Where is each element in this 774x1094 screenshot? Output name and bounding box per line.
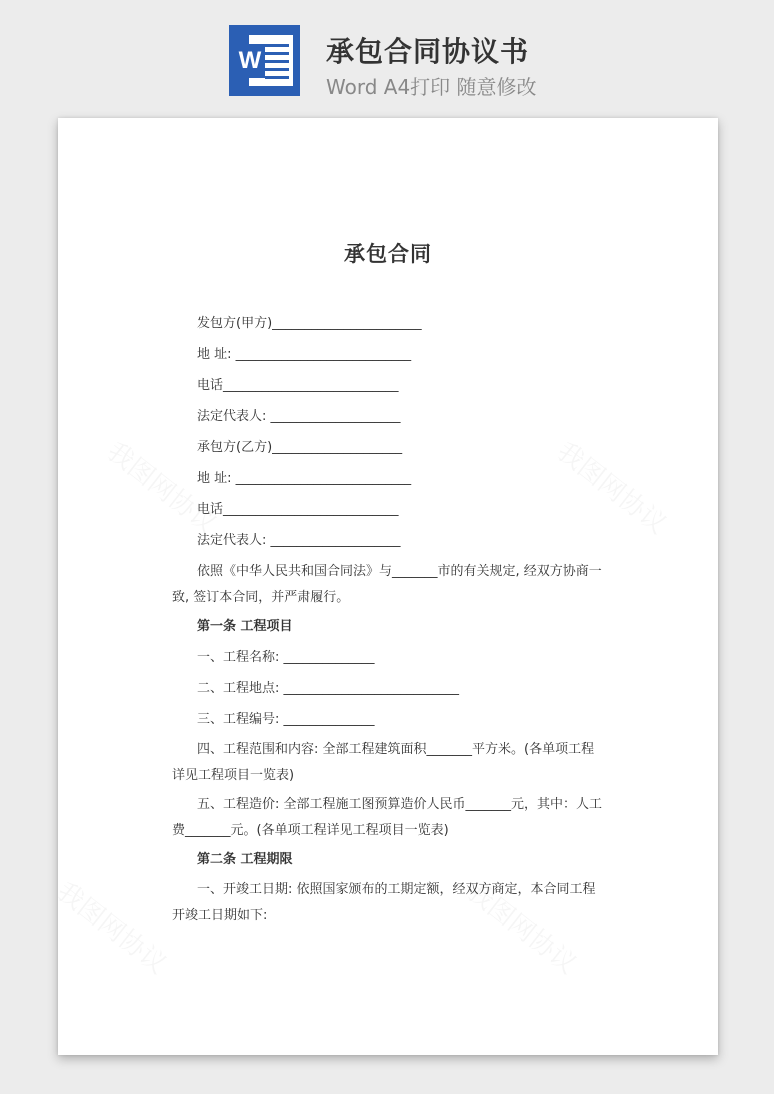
party-a-phone: 电话___________________________ [197,378,399,393]
party-a-address: 地 址: ___________________________ [197,347,412,362]
header-title: 承包合同协议书 [326,35,530,68]
article-2-heading: 第二条 工程期限 [197,852,293,867]
header-subtitle: Word A4打印 随意修改 [326,75,537,99]
header [0,0,774,110]
party-a-name: 发包方(甲方)_______________________ [197,316,422,331]
party-a-representative: 法定代表人: ____________________ [197,409,401,424]
article-1-scope: 四、工程范围和内容: 全部工程建筑面积_______平方米。(各单项工程详见工程项目一览表) [172,742,595,783]
party-b-address: 地 址: ___________________________ [197,471,412,486]
preamble-paragraph: 依照《中华人民共和国合同法》与_______市的有关规定, 经双方协商一致, 签订本合同，并严肃履行。 [172,564,602,605]
watermark [58,872,176,981]
article-1-cost: 五、工程造价: 全部工程施工图预算造价人民币_______元，其中：人工费_______元。(各单项工程详见工程项目一览表) [172,797,603,838]
document-title: 承包合同 [344,242,432,266]
document-page [58,118,718,1055]
party-b-name: 承包方(乙方)____________________ [197,440,403,455]
article-1-heading: 第一条 工程项目 [197,619,293,634]
party-b-phone: 电话___________________________ [197,502,399,517]
party-b-representative: 法定代表人: ____________________ [197,533,401,548]
article-1-item: 二、工程地点: ___________________________ [197,681,460,696]
article-2-item-1: 一、开竣工日期: 依照国家颁布的工期定额，经双方商定，本合同工程开竣工日期如下: [172,882,596,923]
article-1-item: 三、工程编号: ______________ [197,712,375,727]
watermark [550,432,675,541]
word-document-icon [229,25,300,96]
word-logo-letter: W [235,44,265,78]
article-1-item: 一、工程名称: ______________ [197,650,375,665]
